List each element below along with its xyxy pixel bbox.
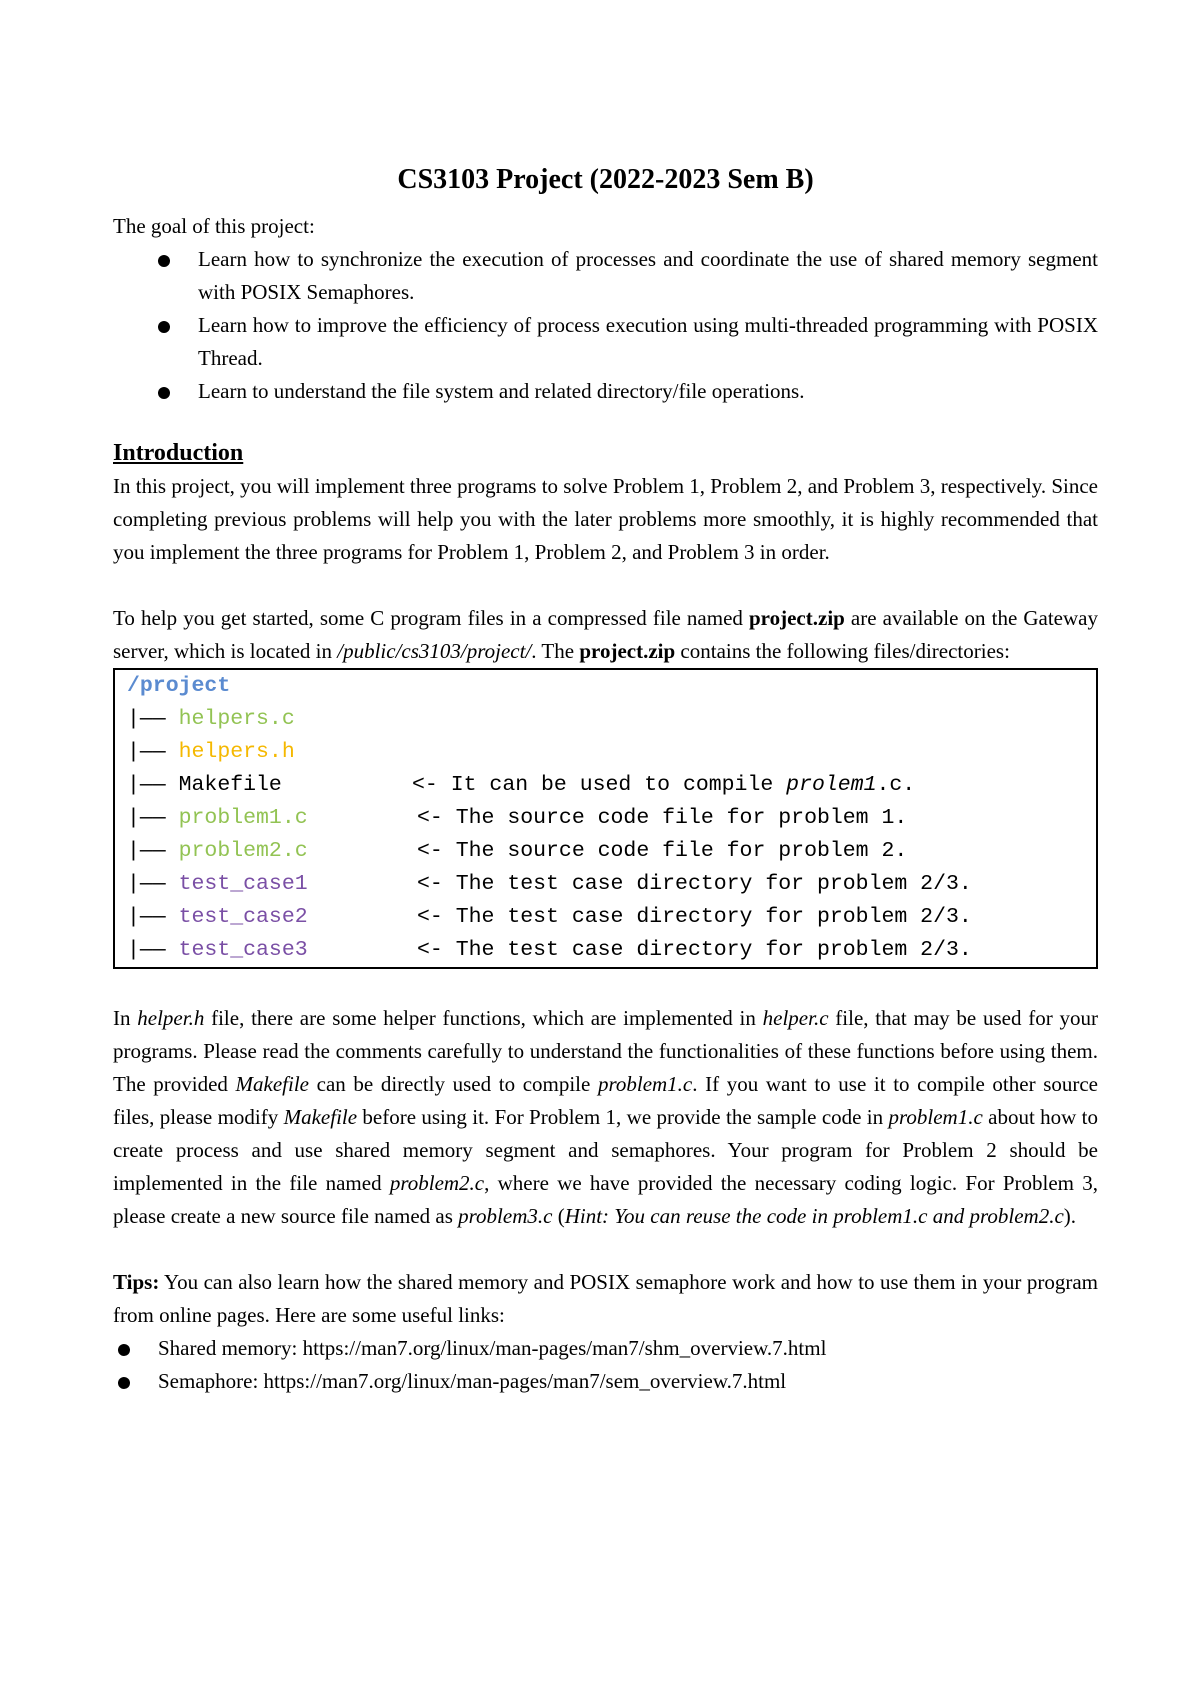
project-file-tree xyxy=(113,668,1098,969)
goal-item: Learn how to improve the efficiency of process execution using multi-threaded programming with POSIX Thread. xyxy=(113,309,1098,375)
bullet-icon xyxy=(158,321,170,333)
tree-root: /project xyxy=(127,674,231,698)
link-list xyxy=(113,1332,1098,1398)
tree-entry: |—— helpers.h xyxy=(127,740,295,764)
tips-paragraph: Tips: You can also learn how the shared memory and POSIX semaphore work and how to use them in your program from online pages. Here are some useful links: xyxy=(113,1270,1098,1327)
goal-list xyxy=(113,243,1098,408)
link-item: Shared memory: https://man7.org/linux/man-pages/man7/shm_overview.7.html xyxy=(113,1332,1098,1365)
tree-entry: |—— problem2.c <- The source code file for problem 2. xyxy=(127,839,908,863)
tree-entry: |—— helpers.c xyxy=(127,707,295,731)
bullet-icon xyxy=(118,1377,130,1389)
helpers-paragraph: In helper.h file, there are some helper functions, which are implemented in helper.c file, that may be used for your programs. Please read the comments carefully to understand the functionalities of these functions before using them. The provided Makefile can be directly used to compile problem1.c. If you want to use it to compile other source files, please modify Makefile before using it. For Problem 1, we provide the sample code in problem1.c about how to create process and use shared memory segment and semaphores. Your program for Problem 2 should be implemented in the file named problem2.c, where we have provided the necessary coding logic. For Problem 3, please create a new source file named as problem3.c (Hint: You can reuse the code in problem1.c and problem2.c). xyxy=(113,1006,1099,1228)
tree-entry: |—— problem1.c <- The source code file for problem 1. xyxy=(127,806,908,830)
project-zip-paragraph: To help you get started, some C program files in a compressed file named project.zip are available on the Gateway server, which is located in /public/cs3103/project/. The project.zip contains the following files/directories: xyxy=(113,606,1098,663)
introduction-heading: Introduction xyxy=(113,440,244,466)
page-title: CS3103 Project (2022-2023 Sem B) xyxy=(397,164,814,195)
tree-entry: |—— Makefile <- It can be used to compile prolem1.c. xyxy=(127,773,916,797)
bullet-icon xyxy=(118,1344,130,1356)
goal-item: Learn how to synchronize the execution of processes and coordinate the use of shared memory segment with POSIX Semaphores. xyxy=(113,243,1098,309)
tree-entry: |—— test_case1 <- The test case directory for problem 2/3. xyxy=(127,872,972,896)
tree-entry: |—— test_case2 <- The test case directory for problem 2/3. xyxy=(127,905,972,929)
intro-paragraph: In this project, you will implement three programs to solve Problem 1, Problem 2, and Problem 3, respectively. Since completing previous problems will help you with the later problems more smoothly, it is highly recommended that you implement the three programs for Problem 1, Problem 2, and Problem 3 in order. xyxy=(113,474,1098,564)
tree-entry: |—— test_case3 <- The test case directory for problem 2/3. xyxy=(127,938,972,962)
goal-item: Learn to understand the file system and related directory/file operations. xyxy=(113,375,1098,408)
tips-label: Tips: xyxy=(113,1270,160,1294)
bullet-icon xyxy=(158,387,170,399)
goal-intro: The goal of this project: xyxy=(113,214,315,238)
bullet-icon xyxy=(158,255,170,267)
link-item: Semaphore: https://man7.org/linux/man-pages/man7/sem_overview.7.html xyxy=(113,1365,1098,1398)
document-page xyxy=(113,160,1098,1398)
